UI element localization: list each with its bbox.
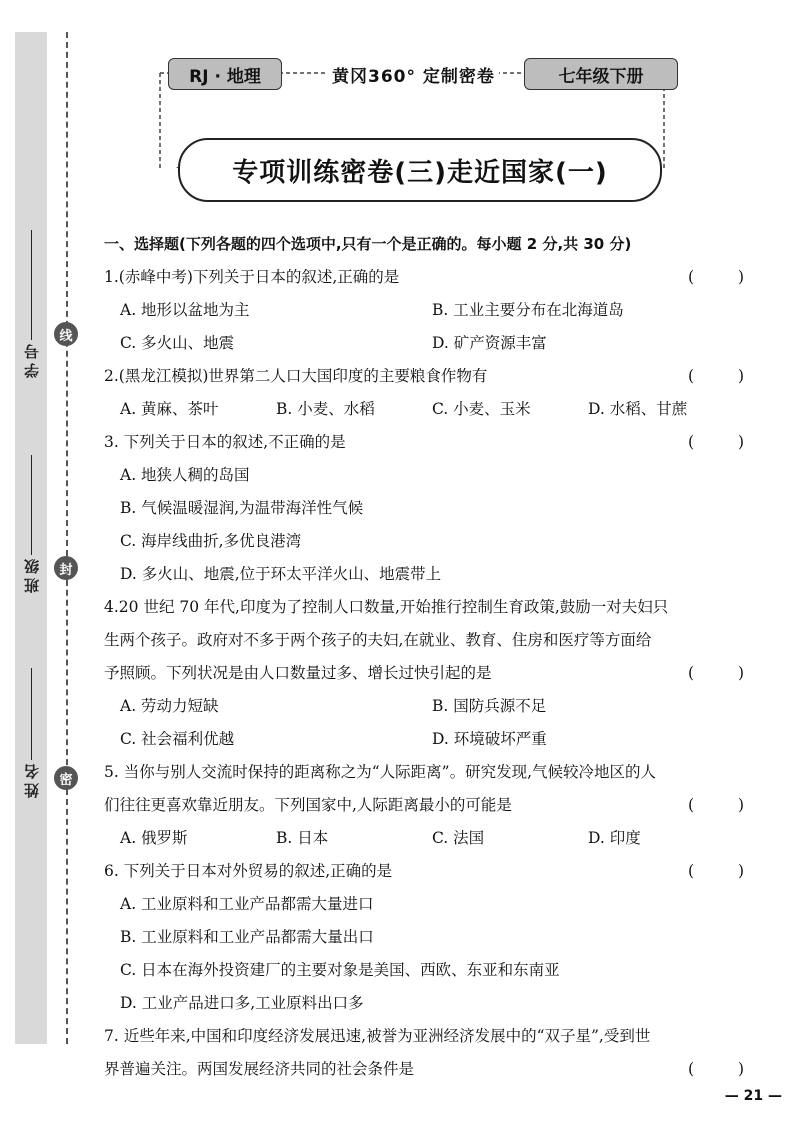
page-number: — 21 — <box>724 1088 782 1104</box>
student-id-label: 学号 <box>22 340 41 378</box>
options <box>104 294 744 327</box>
class-field <box>18 455 44 593</box>
question-5 <box>104 789 744 822</box>
answer-blank[interactable]: ( ) <box>688 664 744 682</box>
option-c: C. 多火山、地震 <box>120 334 235 352</box>
answer-blank[interactable]: ( ) <box>688 367 744 385</box>
option-d: D. 水稻、甘蔗 <box>588 400 688 418</box>
series-name: 黄冈360° 定制密卷 <box>328 61 499 87</box>
option-b: B. 日本 <box>276 829 329 847</box>
answer-blank[interactable]: ( ) <box>688 433 744 451</box>
option-b: B. 小麦、水稻 <box>276 400 375 418</box>
option-a: A. 俄罗斯 <box>120 829 188 847</box>
option-c: C. 海岸线曲折,多优良港湾 <box>120 532 302 550</box>
option-d: D. 矿产资源丰富 <box>432 334 547 352</box>
option-b: B. 国防兵源不足 <box>432 697 547 715</box>
question-2 <box>104 360 744 393</box>
option-b: B. 工业原料和工业产品都需大量出口 <box>120 928 374 946</box>
option-c: C. 社会福利优越 <box>120 730 235 748</box>
section-heading: 一、选择题(下列各题的四个选项中,只有一个是正确的。每小题 2 分,共 30 分) <box>104 235 632 253</box>
question-3 <box>104 426 744 459</box>
answer-blank[interactable]: ( ) <box>688 268 744 286</box>
options <box>104 393 744 426</box>
question-6 <box>104 855 744 888</box>
options <box>104 822 744 855</box>
question-stem: 3. 下列关于日本的叙述,不正确的是 <box>104 433 346 451</box>
class-label: 班级 <box>22 555 41 593</box>
option-b: B. 气候温暖湿润,为温带海洋性气候 <box>120 499 364 517</box>
option-c: C. 小麦、玉米 <box>432 400 531 418</box>
name-field <box>18 668 44 798</box>
grade-tag: 七年级下册 <box>524 58 678 90</box>
question-4-line-1: 4.20 世纪 70 年代,印度为了控制人口数量,开始推行控制生育政策,鼓励一对夫妇只 <box>104 598 669 616</box>
option-a: A. 地形以盆地为主 <box>120 301 250 319</box>
answer-blank[interactable]: ( ) <box>688 862 744 880</box>
question-stem: 界普遍关注。两国发展经济共同的社会条件是 <box>104 1060 415 1078</box>
question-4-line-2: 生两个孩子。政府对不多于两个孩子的夫妇,在就业、教育、住房和医疗等方面给 <box>104 631 652 649</box>
question-7 <box>104 1053 744 1086</box>
option-d: D. 印度 <box>588 829 641 847</box>
question-list <box>104 228 744 1086</box>
option-d: D. 工业产品进口多,工业原料出口多 <box>120 994 364 1012</box>
question-stem: 1.(赤峰中考)下列关于日本的叙述,正确的是 <box>104 268 400 286</box>
option-b: B. 工业主要分布在北海道岛 <box>432 301 624 319</box>
options <box>104 327 744 360</box>
page-title: 专项训练密卷(三)走近国家(一) <box>178 138 662 202</box>
seal-secret: 密 <box>54 766 78 790</box>
student-id-field <box>18 230 44 378</box>
option-d: D. 环境破坏严重 <box>432 730 547 748</box>
question-stem: 2.(黑龙江模拟)世界第二人口大国印度的主要粮食作物有 <box>104 367 488 385</box>
option-c: C. 日本在海外投资建厂的主要对象是美国、西欧、东亚和东南亚 <box>120 961 560 979</box>
question-7-line-1: 7. 近些年来,中国和印度经济发展迅速,被誉为亚洲经济发展中的“双子星”,受到世 <box>104 1027 651 1045</box>
answer-blank[interactable]: ( ) <box>688 1060 744 1078</box>
option-a: A. 劳动力短缺 <box>120 697 219 715</box>
question-5-line-1: 5. 当你与别人交流时保持的距离称之为“人际距离”。研究发现,气候较冷地区的人 <box>104 763 656 781</box>
option-a: A. 黄麻、茶叶 <box>120 400 219 418</box>
seal-line: 线 <box>54 322 78 346</box>
cut-line <box>66 32 68 1044</box>
subject-tag: RJ · 地理 <box>168 58 282 90</box>
question-4 <box>104 657 744 690</box>
name-label: 姓名 <box>22 760 41 798</box>
question-1 <box>104 261 744 294</box>
options <box>104 723 744 756</box>
option-a: A. 地狭人稠的岛国 <box>120 466 250 484</box>
question-stem: 们往往更喜欢靠近朋友。下列国家中,人际距离最小的可能是 <box>104 796 512 814</box>
options <box>104 690 744 723</box>
answer-blank[interactable]: ( ) <box>688 796 744 814</box>
question-stem: 6. 下列关于日本对外贸易的叙述,正确的是 <box>104 862 393 880</box>
seal-seal: 封 <box>54 556 78 580</box>
option-a: A. 工业原料和工业产品都需大量进口 <box>120 895 374 913</box>
option-c: C. 法国 <box>432 829 485 847</box>
option-d: D. 多火山、地震,位于环太平洋火山、地震带上 <box>120 565 442 583</box>
question-stem: 予照顾。下列状况是由人口数量过多、增长过快引起的是 <box>104 664 492 682</box>
